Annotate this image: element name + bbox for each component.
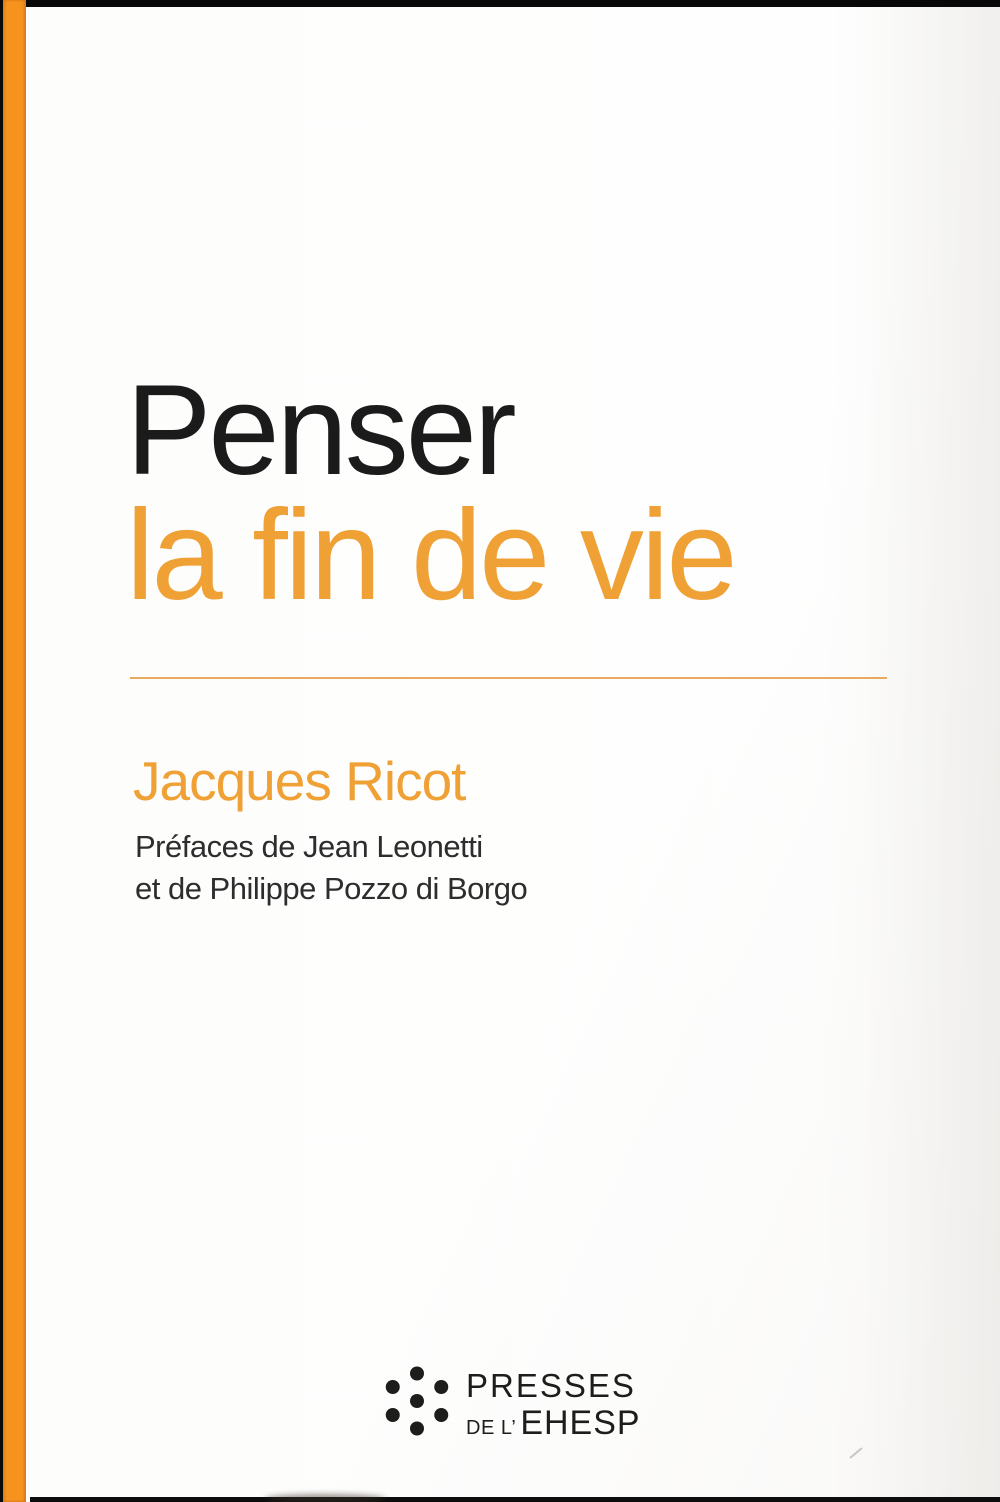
ehesp-dots-icon — [382, 1366, 452, 1436]
title-line-2: la fin de vie — [126, 484, 735, 627]
paper-sheen — [860, 0, 1000, 1502]
scratch-mark — [849, 1447, 863, 1459]
publisher-ehesp: EHESP — [520, 1404, 641, 1442]
title-line-1: Penser — [126, 359, 514, 502]
preface-line-1: Préfaces de Jean Leonetti — [135, 829, 483, 864]
title-divider-rule — [130, 677, 887, 679]
spine-orange-stripe — [3, 0, 26, 1502]
top-scan-edge — [26, 0, 1000, 7]
bottom-scan-edge — [30, 1497, 1000, 1502]
publisher-name-line-2 — [466, 1404, 641, 1443]
publisher-name-line-1: PRESSES — [466, 1367, 636, 1404]
publisher-logo — [466, 1369, 641, 1443]
author-name: Jacques Ricot — [133, 750, 466, 812]
publisher-de-l: DE L’ — [466, 1417, 517, 1439]
book-title — [126, 359, 735, 627]
preface-line-2: et de Philippe Pozzo di Borgo — [135, 871, 528, 906]
preface-credits — [135, 826, 527, 910]
scan-smudge — [265, 1494, 385, 1502]
